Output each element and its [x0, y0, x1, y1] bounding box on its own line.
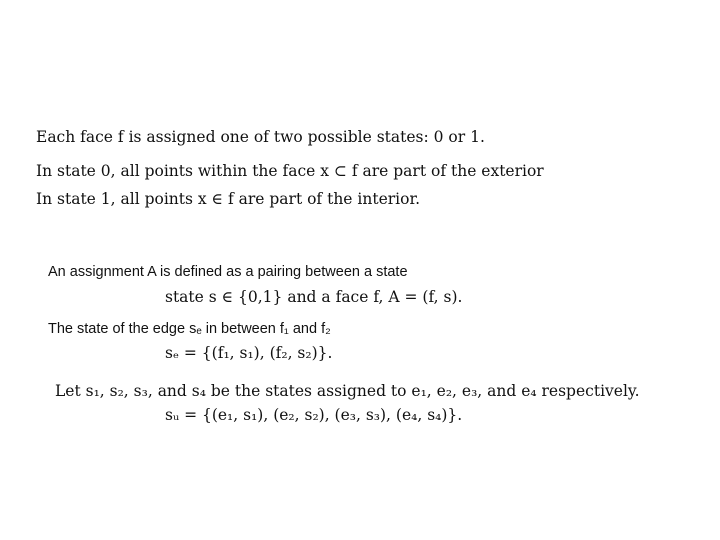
state-zero-description: In state 0, all points within the face x ⊂ f are part of the exterior [36, 162, 544, 180]
edge-state-formula: sₑ = {(f₁, s₁), (f₂, s₂)}. [165, 344, 333, 362]
vertex-states-definition: Let s₁, s₂, s₃, and s₄ be the states assigned to e₁, e₂, e₃, and e₄ respectively. [55, 382, 640, 400]
vertex-state-formula: sᵤ = {(e₁, s₁), (e₂, s₂), (e₃, s₃), (e₄, s₄)}. [165, 406, 463, 424]
assignment-definition: An assignment A is defined as a pairing between a state [48, 264, 408, 280]
state-one-description: In state 1, all points x ∈ f are part of the interior. [36, 190, 421, 208]
edge-state-definition: The state of the edge sₑ in between f₁ and f₂ [48, 321, 331, 337]
assignment-formula: state s ∈ {0,1} and a face f, A = (f, s). [165, 288, 463, 306]
face-state-definition: Each face f is assigned one of two possible states: 0 or 1. [36, 128, 485, 146]
